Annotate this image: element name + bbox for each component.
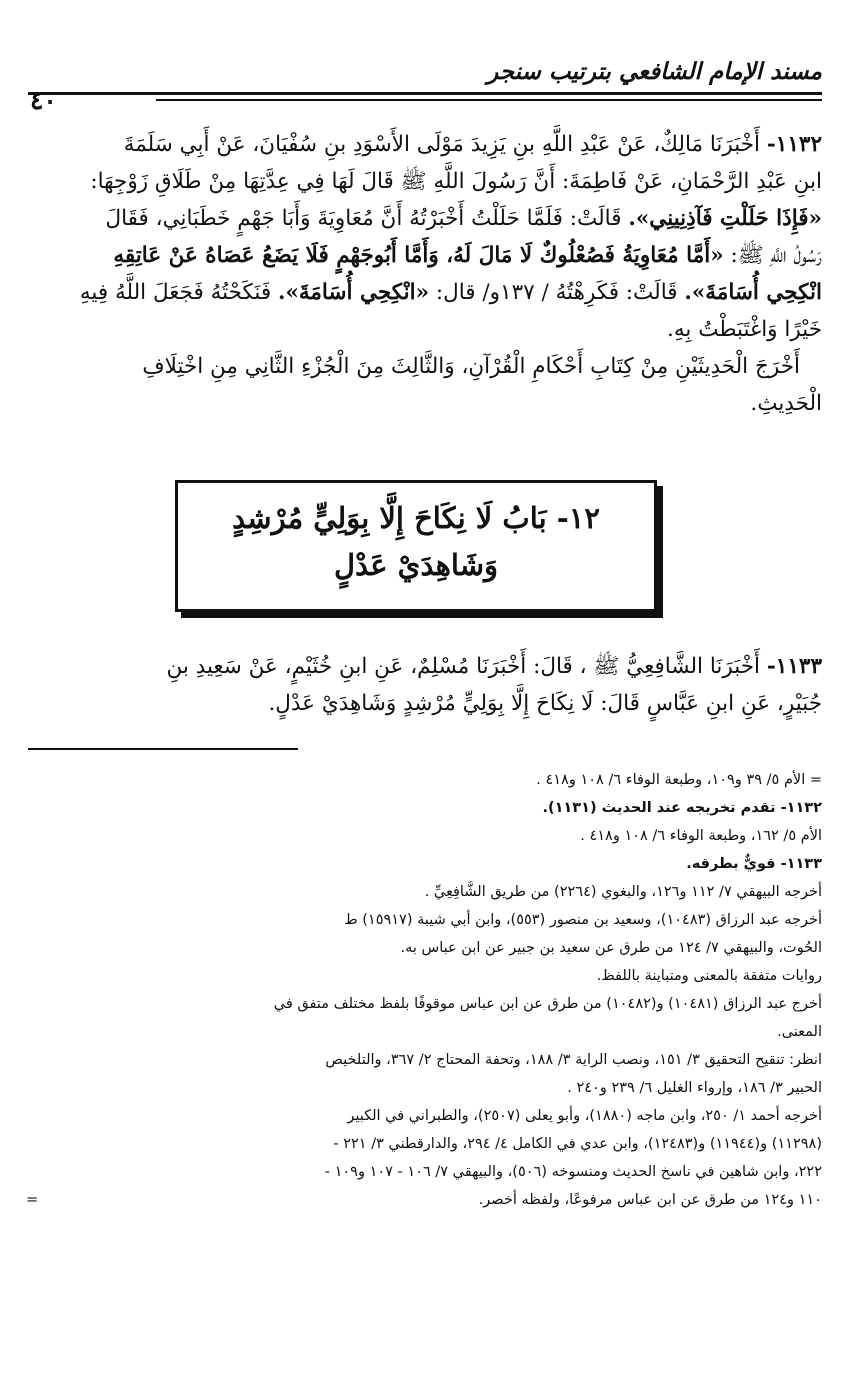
chapter-title-line: ١٢- بَابُ لَا نِكَاحَ إِلَّا بِوَلِيٍّ مُرْشِدٍ: [232, 501, 600, 535]
header-rule-secondary: [156, 99, 822, 101]
hadith-text: فَنَكَحْتُهُ فَجَعَلَ اللَّهُ فِيهِ: [79, 280, 278, 305]
header-rule: [28, 92, 822, 95]
page-number: ٤٠: [30, 86, 57, 115]
text-line: [26, 348, 822, 385]
prophetic-quote: «أَمَّا مُعَاوِيَةُ فَصُعْلُوكٌ لَا مَالَ لَهُ، وَأَمَّا أَبُوجَهْمٍ فَلَا يَضَعُ عَصَاهُ عَنْ عَاتِقِهِ: [113, 243, 724, 268]
hadith-text: خَيْرًا وَاغْتَبَطْتُ بِهِ.: [667, 317, 822, 342]
text-line: [26, 648, 822, 685]
footnote-line: المعنى.: [777, 1024, 822, 1040]
continuation-mark: =: [26, 1192, 39, 1208]
footnote-line: [26, 1186, 822, 1214]
footnote-text: ١١٠ و١٢٤ من طرق عن ابن عباس مرفوعًا، ولفظه أخصر.: [478, 1192, 822, 1208]
hadith-number: ١١٣٣-: [766, 654, 822, 679]
prophetic-quote: «انْكِحِي أُسَامَةَ».: [277, 280, 430, 305]
chapter-heading-box: [175, 480, 657, 612]
hadith-number: ١١٣٢-: [766, 132, 822, 157]
hadith-text: قَالَتْ: فَلَمَّا حَلَلْتُ أَخْبَرْتُهُ أَنَّ مُعَاوِيَةَ وَأَبَا جَهْمٍ خَطَبَانِي، فَقَالَ: [105, 206, 629, 231]
running-header: [28, 58, 822, 100]
chapter-title: [178, 495, 654, 589]
text-line: [26, 200, 822, 237]
hadith-1133: [26, 648, 822, 722]
footnote-line: (١١٢٩٨) و(١١٩٤٤) و(١٢٤٨٣)، وابن عدي في الكامل ٤/ ٢٩٤، والدارقطني ٣/ ٢٢١ -: [333, 1136, 822, 1152]
source-note: أَخْرَجَ الْحَدِيثَيْنِ مِنْ كِتَابِ أَحْكَامِ الْقُرْآنِ، وَالثَّالِثَ مِنَ الْجُزْءِ الثَّانِي مِنِ اخْتِلَافِ: [142, 354, 800, 379]
footnote-line: روايات متفقة بالمعنى ومتباينة باللفظ.: [596, 968, 822, 984]
text-line: [26, 274, 822, 311]
footnote-line: الحُوت، والبيهقي ٧/ ١٢٤ من طرق عن سعيد بن جبير عن ابن عباس به.: [400, 940, 822, 956]
text-line: [26, 685, 822, 722]
hadith-text: أَخْبَرَنَا مَالِكٌ، عَنْ عَبْدِ اللَّهِ بنِ يَزِيدَ مَوْلَى الأَسْوَدِ بنِ سُفْيَانَ، عَنْ أَبِي سَلَمَةَ: [123, 132, 761, 157]
hadith-text: جُبَيْرٍ، عَنِ ابنِ عَبَّاسٍ قَالَ: لَا نِكَاحَ إِلَّا بِوَلِيٍّ مُرْشِدٍ وَشَاهِدَيْ عَدْلٍ.: [268, 691, 822, 716]
footnote-separator: [28, 748, 298, 750]
text-line: [26, 385, 822, 422]
footnote-line: ١١٣٢- تقدم تخريجه عند الحديث (١١٣١).: [542, 800, 822, 816]
hadith-text: قَالَتْ: فَكَرِهْتُهُ / ١٣٧و/ قال:: [429, 280, 685, 305]
text-line: [26, 311, 822, 348]
text-line: [26, 163, 822, 200]
hadith-text: ابنِ عَبْدِ الرَّحْمَانِ، عَنْ فَاطِمَةَ: أَنَّ رَسُولَ اللَّهِ ﷺ قَالَ لَهَا فِي عِدَّتِهَا مِنْ طَلَاقِ زَوْجِهَا:: [90, 169, 822, 194]
hadith-1132: [26, 126, 822, 422]
footnote-line: أخرج عبد الرزاق (١٠٤٨١) و(١٠٤٨٢) من طرق عن ابن عباس موقوفًا بلفظ مختلف متفق في: [273, 996, 822, 1012]
footnote-line: أخرجه عبد الرزاق (١٠٤٨٣)، وسعيد بن منصور (٥٥٣)، وابن أبي شيبة (١٥٩١٧) ط: [344, 912, 822, 928]
source-note: الْحَدِيثِ.: [750, 391, 822, 416]
footnotes: [26, 766, 822, 1214]
footnote-line: أخرجه أحمد ١/ ٢٥٠، وابن ماجه (١٨٨٠)، وأبو يعلى (٢٥٠٧)، والطبراني في الكبير: [347, 1108, 822, 1124]
footnote-line: انظر: تنقيح التحقيق ٣/ ١٥١، ونصب الراية ٣/ ١٨٨، وتحفة المحتاج ٢/ ٣٦٧، والتلخيص: [325, 1052, 822, 1068]
book-title: مسند الإمام الشافعي بترتيب سنجر: [487, 58, 822, 85]
footnote-line: الأم ٥/ ١٦٢، وطبعة الوفاء ٦/ ١٠٨ و٤١٨ .: [580, 828, 822, 844]
prophetic-quote: «فَإِذَا حَلَلْتِ فَآذِنِينِي».: [628, 206, 822, 231]
text-line: [26, 237, 822, 274]
footnote-line: الحبير ٣/ ١٨٦، وإرواء الغليل ٦/ ٢٣٩ و٢٤٠ .: [567, 1080, 822, 1096]
footnote-line: = الأم ٥/ ٣٩ و١٠٩، وطبعة الوفاء ٦/ ١٠٨ و٤١٨ .: [536, 772, 822, 788]
footnote-line: ١١٣٣- قويٌّ بطرقه.: [686, 856, 822, 872]
hadith-text: رَسُولُ اللَّهِ ﷺ:: [723, 243, 822, 268]
prophetic-quote: انْكِحِي أُسَامَةَ».: [684, 280, 822, 305]
text-line: [26, 126, 822, 163]
footnote-line: ٢٢٢، وابن شاهين في ناسخ الحديث ومنسوخه (٥٠٦)، والبيهقي ٧/ ١٠٦ - ١٠٧ و١٠٩ -: [324, 1164, 822, 1180]
chapter-title-line: وَشَاهِدَيْ عَدْلٍ: [333, 548, 499, 582]
footnote-line: أخرجه البيهقي ٧/ ١١٢ و١٢٦، والبغوي (٢٢٦٤) من طريق الشَّافِعِيِّ .: [424, 884, 822, 900]
hadith-text: أَخْبَرَنَا الشَّافِعِيُّ ﷺ ، قَالَ: أَخْبَرَنَا مُسْلِمٌ، عَنِ ابنِ خُثَيْمٍ، عَنْ سَعِيدِ بنِ: [166, 654, 761, 679]
